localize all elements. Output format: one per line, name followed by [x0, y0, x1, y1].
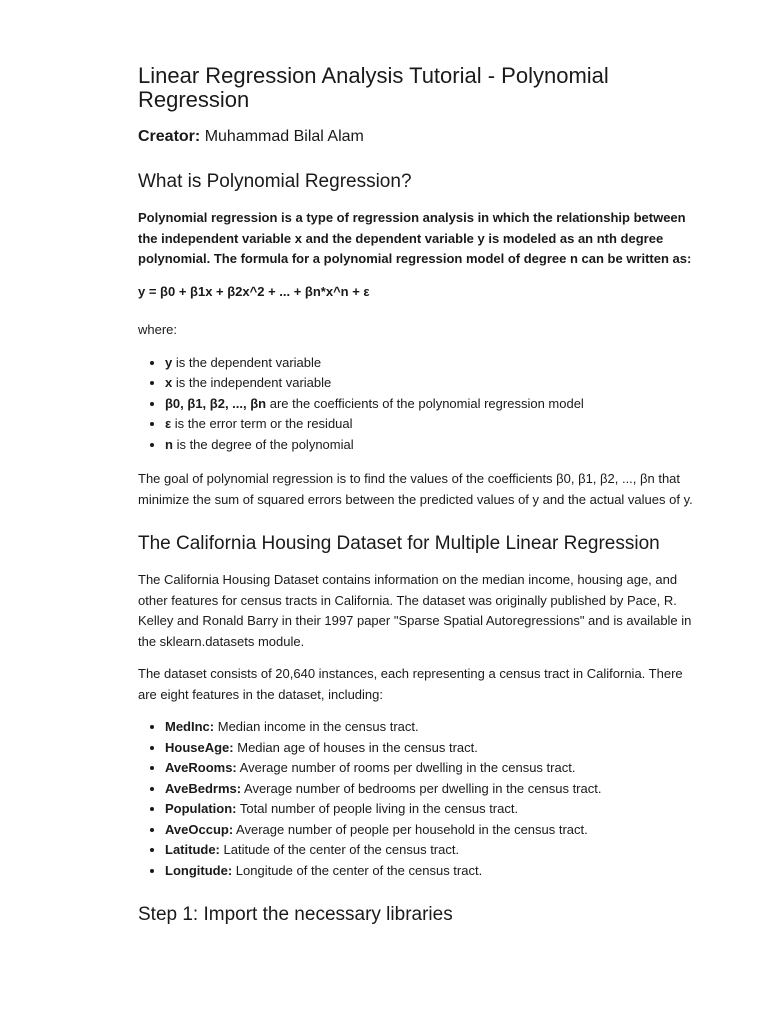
list-item: • AveRooms: Average number of rooms per dwelling in the census tract. — [165, 758, 694, 779]
variable-list — [138, 353, 694, 456]
list-item: • Latitude: Latitude of the center of the census tract. — [165, 840, 694, 861]
list-item: • ε is the error term or the residual — [165, 414, 694, 435]
list-item: • n is the degree of the polynomial — [165, 435, 694, 456]
list-item: • MedInc: Median income in the census tract. — [165, 717, 694, 738]
section-heading-polynomial: What is Polynomial Regression? — [138, 171, 412, 192]
list-item: • x is the independent variable — [165, 373, 694, 394]
list-item: • AveBedrms: Average number of bedrooms per dwelling in the census tract. — [165, 779, 694, 800]
list-item: • β0, β1, β2, ..., βn are the coefficients of the polynomial regression model — [165, 394, 694, 415]
creator-name: Muhammad Bilal Alam — [204, 128, 364, 145]
dataset-paragraph-2: The dataset consists of 20,640 instances, each representing a census tract in California. There are eight features in the dataset, including: — [138, 666, 683, 702]
creator-label: Creator: — [138, 128, 201, 145]
creator-line — [138, 126, 694, 148]
intro-paragraph: Polynomial regression is a type of regression analysis in which the relationship between the independent variable x and the dependent variable y is modeled as an nth degree polynomial. The formula for a polynomial regression model of degree n can be written as: — [138, 210, 692, 266]
page-title: Linear Regression Analysis Tutorial - Polynomial Regression — [138, 63, 609, 112]
list-item: • Population: Total number of people living in the census tract. — [165, 799, 694, 820]
document-page — [138, 64, 694, 941]
dataset-paragraph-1: The California Housing Dataset contains information on the median income, housing age, and other features for census tracts in California. The dataset was originally published by Pace, R. Kelley and Ronald Barry in their 1997 paper "Sparse Spatial Autoregressions" and is available in the sklearn.datasets module. — [138, 572, 692, 649]
where-label: where: — [138, 322, 178, 337]
goal-paragraph: The goal of polynomial regression is to find the values of the coefficients β0, β1, β2, ..., βn that minimize the sum of squared errors between the predicted values of y and the actual values of y. — [138, 471, 693, 507]
section-heading-dataset: The California Housing Dataset for Multiple Linear Regression — [138, 533, 660, 554]
list-item: • Longitude: Longitude of the center of the census tract. — [165, 861, 694, 882]
regression-formula: y = β0 + β1x + β2x^2 + ... + βn*x^n + ε — [138, 283, 370, 299]
list-item: • AveOccup: Average number of people per household in the census tract. — [165, 820, 694, 841]
list-item: • HouseAge: Median age of houses in the census tract. — [165, 738, 694, 759]
feature-list — [138, 717, 694, 881]
list-item: • y is the dependent variable — [165, 353, 694, 374]
section-heading-step1: Step 1: Import the necessary libraries — [138, 904, 453, 925]
